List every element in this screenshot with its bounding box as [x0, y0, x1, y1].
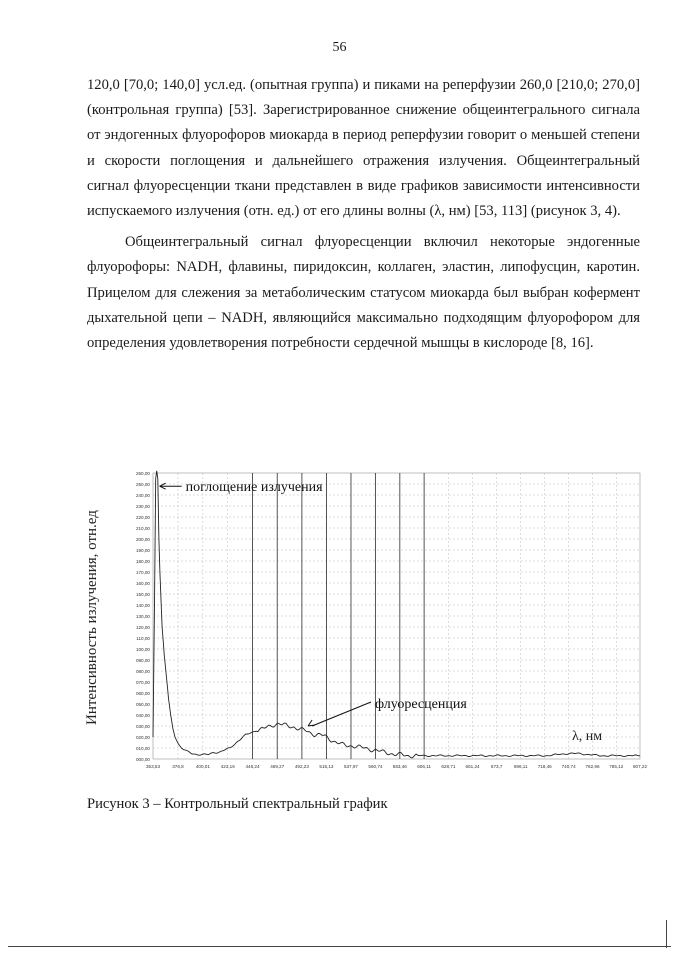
y-tick-label: 040,00	[135, 713, 150, 718]
y-tick-label: 200,00	[135, 537, 150, 542]
y-tick-label: 210,00	[135, 526, 150, 531]
y-tick-label: 020,00	[135, 735, 150, 740]
y-tick-label: 100,00	[135, 647, 150, 652]
x-tick-label: 628,71	[441, 764, 456, 769]
y-tick-label: 260,00	[135, 471, 150, 476]
x-tick-label: 400,01	[195, 764, 210, 769]
body-text	[87, 73, 640, 356]
y-tick-label: 180,00	[135, 559, 150, 564]
x-tick-label: 492,23	[294, 764, 309, 769]
x-tick-label: 673,7	[490, 764, 503, 769]
chart-y-ticks	[136, 471, 150, 762]
right-edge-line	[666, 920, 667, 948]
x-tick-label: 423,16	[220, 764, 235, 769]
annotation-arrow	[312, 702, 371, 726]
paragraph-2: Общеинтегральный сигнал флуоресценции включил некоторые эндогенные флуорофоры: NADH, флавины, пиридоксин, коллаген, эластин, липофусцин, каротин. Прицелом для слежения за метаболическим статусом миокарда был выбран кофермент дыхательной цепи – NADH, являющийся максимально подходящим флуорофором для определения удовлетворения потребности сердечной мышцы в кислороде [8, 16].	[87, 234, 640, 352]
chart-svg	[80, 465, 650, 785]
y-tick-label: 160,00	[135, 581, 150, 586]
y-tick-label: 090,00	[135, 658, 150, 663]
y-tick-label: 060,00	[135, 691, 150, 696]
x-tick-label: 606,11	[417, 764, 431, 769]
y-axis-label: Интенсивность излучения, отн.ед	[84, 510, 100, 725]
spectral-chart	[80, 465, 650, 785]
y-tick-label: 000,00	[135, 757, 150, 762]
x-axis-label: λ, нм	[572, 729, 603, 744]
annotation-arrow-head	[308, 720, 315, 726]
y-tick-label: 170,00	[135, 570, 150, 575]
x-tick-label: 696,11	[513, 764, 528, 769]
y-tick-label: 080,00	[135, 669, 150, 674]
y-tick-label: 190,00	[135, 548, 150, 553]
x-tick-label: 353,53	[145, 764, 161, 769]
x-tick-label: 446,24	[245, 764, 260, 769]
x-tick-label: 651,24	[465, 764, 480, 769]
y-tick-label: 220,00	[135, 515, 150, 520]
y-tick-label: 250,00	[135, 482, 150, 487]
x-tick-label: 762,96	[585, 764, 600, 769]
x-tick-label: 560,74	[368, 764, 383, 769]
y-tick-label: 150,00	[135, 592, 150, 597]
chart-x-ticks	[146, 764, 647, 769]
x-tick-label: 515,13	[319, 764, 334, 769]
page-number: 56	[332, 40, 347, 55]
x-tick-label: 537,97	[343, 764, 359, 769]
bottom-rule	[8, 946, 671, 947]
annotation-absorption: поглощение излучения	[185, 480, 323, 496]
y-tick-label: 140,00	[135, 603, 150, 608]
y-tick-label: 030,00	[135, 724, 150, 729]
y-tick-label: 010,00	[135, 746, 150, 751]
y-tick-label: 110,00	[136, 636, 150, 641]
y-tick-label: 050,00	[135, 702, 150, 707]
x-tick-label: 376,8	[172, 764, 184, 769]
figure-caption: Рисунок 3 – Контрольный спектральный график	[87, 796, 388, 812]
x-tick-label: 718,46	[537, 764, 552, 769]
x-tick-label: 583,46	[392, 764, 407, 769]
paragraph-1: 120,0 [70,0; 140,0] усл.ед. (опытная группа) и пиками на реперфузии 260,0 [210,0; 270,0] (контрольная группа) [53]. Зарегистрированное снижение общеинтегрального сигнала от эндогенных флуорофоров миокарда в период реперфузии говорит о меньшей степени и скорости поглощения и дальнейшего отражения излучения. Общеинтегральный сигнал флуоресценции ткани представлен в виде графиков зависимости интенсивности испускаемого излучения (отн. ед.) от его длины волны (λ, нм) [53, 113] (рисунок 3, 4).	[87, 77, 640, 220]
annotation-fluorescence: флуоресценция	[375, 697, 467, 712]
x-tick-label: 740,74	[561, 764, 576, 769]
y-tick-label: 070,00	[135, 680, 150, 685]
y-tick-label: 130,00	[135, 614, 150, 619]
chart-grid	[153, 473, 640, 759]
y-tick-label: 230,00	[135, 504, 150, 509]
x-tick-label: 469,27	[270, 764, 285, 769]
y-tick-label: 120,00	[135, 625, 150, 630]
x-tick-label: 807,22	[632, 764, 648, 769]
x-tick-label: 785,12	[609, 764, 624, 769]
y-tick-label: 240,00	[135, 493, 150, 498]
